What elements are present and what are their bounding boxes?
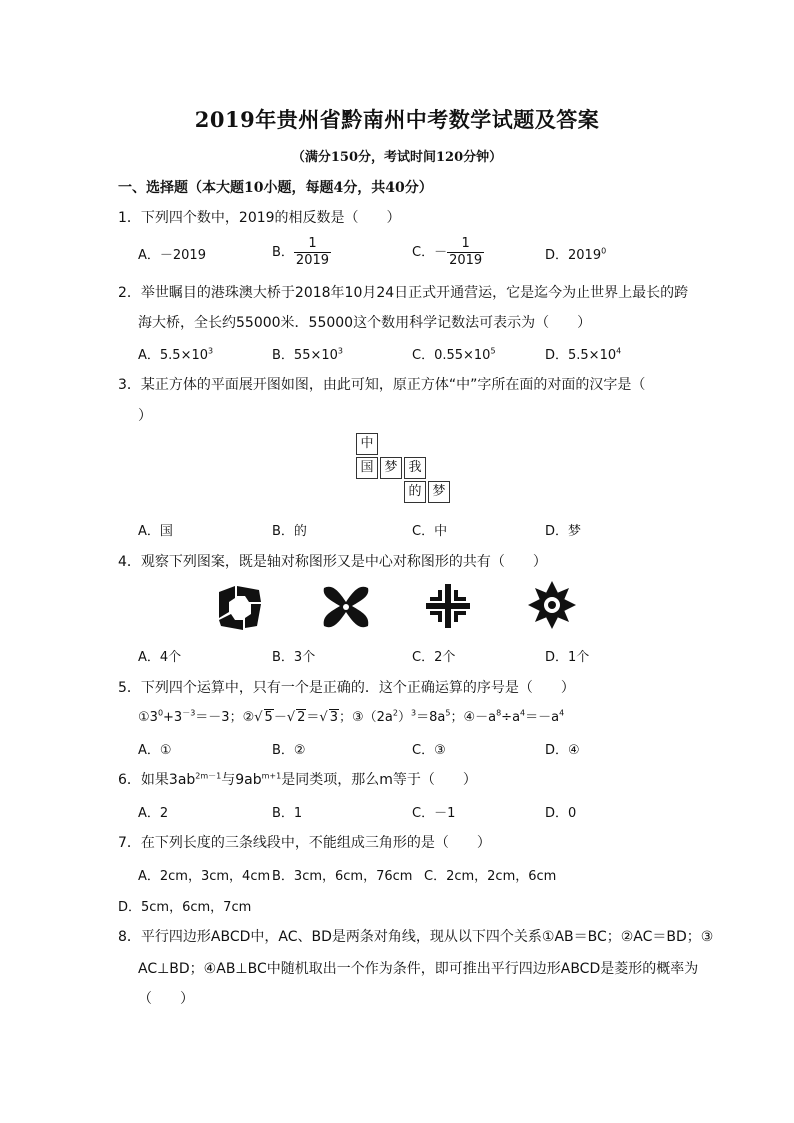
q3-option-a: A．国 [138, 524, 173, 539]
question-2-line-2: 海大桥，全长约55000米．55000这个数用科学记数法可表示为（ ） [138, 315, 592, 331]
q4-option-a: A．4个 [138, 650, 182, 665]
q1-option-c-fraction [447, 236, 484, 269]
q2-option-a [138, 344, 213, 363]
q2-option-a-text: A．5.5×10 [138, 348, 209, 363]
pattern-2-icon [318, 582, 374, 632]
q6-option-c: C．－1 [412, 806, 456, 821]
q2-option-c [412, 344, 496, 363]
fraction-denominator: 2019 [449, 253, 483, 268]
question-4-stem: 4．观察下列图案，既是轴对称图形又是中心对称图形的共有（ ） [118, 554, 547, 570]
expr-exponent: 5 [445, 708, 451, 718]
q4-option-b: B．3个 [272, 650, 316, 665]
net-face: 我 [404, 457, 426, 479]
question-1-stem: 1．下列四个数中，2019的相反数是（ ） [118, 210, 401, 226]
q4-option-d: D．1个 [545, 650, 590, 665]
q7-option-d: D．5cm，6cm，7cm [118, 900, 252, 915]
expr-text: +3 [163, 710, 183, 725]
q3-option-b: B．的 [272, 524, 307, 539]
q6-option-a: A．2 [138, 806, 169, 821]
q3-option-d: D．梦 [545, 524, 582, 539]
q1-option-c-prefix: C．－ [412, 245, 448, 260]
q7-option-b: B．3cm，6cm，76cm [272, 869, 413, 884]
question-8-line-2: AC⊥BD；④AB⊥BC中随机取出一个作为条件，即可推出平行四边形ABCD是菱形的概率为 [138, 961, 699, 977]
question-8-line-1: 8．平行四边形ABCD中，AC、BD是两条对角线，现从以下四个关系①AB＝BC；②AC＝BD；③ [118, 929, 714, 945]
q1-option-d [545, 244, 606, 263]
fraction-numerator: 1 [447, 236, 484, 253]
q5-option-d: D．④ [545, 743, 580, 758]
question-7-stem: 7．在下列长度的三条线段中，不能组成三角形的是（ ） [118, 835, 491, 851]
net-face: 梦 [380, 457, 402, 479]
fraction-denominator: 2019 [295, 253, 330, 268]
q5-option-b: B．② [272, 743, 306, 758]
q7-option-c: C．2cm，2cm，6cm [424, 869, 557, 884]
q2-option-c-exponent: 5 [490, 346, 496, 356]
net-face: 国 [356, 457, 378, 479]
question-3-line-2: ） [138, 408, 152, 424]
fraction-numerator: 1 [294, 236, 331, 253]
q5-option-a: A．① [138, 743, 172, 758]
q6-option-b: B．1 [272, 806, 303, 821]
pattern-3-icon [424, 582, 472, 630]
expr-exponent: 3 [411, 708, 417, 718]
q1-option-b-fraction [294, 236, 331, 269]
expr-text: ÷a [501, 710, 521, 725]
question-2-line-1: 2．举世瞩目的港珠澳大桥于2018年10月24日正式开通营运，它是迄今为止世界上最长的跨 [118, 285, 689, 301]
q1-option-d-text: D．2019 [545, 248, 602, 263]
pattern-4-icon [527, 580, 577, 630]
question-5-stem: 5．下列四个运算中，只有一个是正确的．这个正确运算的序号是（ ） [118, 680, 575, 696]
q3-option-c: C．中 [412, 524, 448, 539]
expr-text: ；④－a [450, 710, 497, 725]
net-face: 梦 [428, 481, 450, 503]
expr-text: － [273, 710, 287, 725]
expr-text: ①3 [138, 710, 158, 725]
page-subtitle: （满分150分，考试时间120分钟） [291, 150, 503, 165]
question-8-line-3: （ ） [138, 991, 194, 1007]
q5-expressions: $①3^0+3^{-3}=-3$；②√ 5－√ 2＝√ 3；$③(2a^2)^3=8a^5$；$④-a^8\div a^4=-a^4$ [138, 708, 565, 725]
q2-option-b-exponent: 3 [337, 346, 343, 356]
sqrt-radicand: 5 [264, 710, 273, 725]
expr-exponent: 2 [392, 708, 398, 718]
pattern-1-icon [215, 584, 265, 632]
cube-net-figure [356, 433, 456, 513]
stem-text: 6．如果3ab [118, 772, 196, 788]
q2-option-d [545, 344, 621, 363]
sqrt-radicand: 3 [329, 710, 338, 725]
net-face: 的 [404, 481, 426, 503]
q1-option-c [412, 236, 484, 269]
q2-option-b-text: B．55×10 [272, 348, 338, 363]
q2-option-a-exponent: 3 [208, 346, 214, 356]
expr-exponent: 0 [157, 708, 164, 718]
question-6-stem [118, 769, 477, 789]
q5-option-c: C．③ [412, 743, 446, 758]
q4-option-c: C．2个 [412, 650, 456, 665]
q1-option-d-exponent: 0 [601, 246, 607, 256]
expr-text: ；③（2a [339, 710, 393, 725]
expr-text: ＝ [306, 710, 320, 725]
expr-exponent: 4 [520, 708, 526, 718]
expr-exponent: 4 [559, 708, 565, 718]
expr-text: ＝－a [525, 710, 560, 725]
expr-text: ＝－3；② [195, 710, 255, 725]
q1-option-b [272, 236, 331, 269]
expr-exponent: 8 [496, 708, 502, 718]
page-title: 2019年贵州省黔南州中考数学试题及答案 [194, 107, 600, 132]
q2-option-d-exponent: 4 [616, 346, 622, 356]
sqrt-radicand: 2 [297, 710, 306, 725]
q1-option-a: A．－2019 [138, 248, 206, 263]
q2-option-b [272, 344, 343, 363]
expr-text: ＝8a [416, 710, 446, 725]
q7-option-a: A．2cm，3cm，4cm [138, 869, 271, 884]
section-heading: 一、选择题（本大题10小题，每题4分，共40分） [118, 180, 433, 196]
q6-option-d: D．0 [545, 806, 577, 821]
stem-text: 是同类项，那么m等于（ ） [281, 772, 477, 788]
stem-exponent: 2m－1 [195, 771, 222, 781]
question-3-line-1: 3．某正方体的平面展开图如图，由此可知，原正方体“中”字所在面的对面的汉字是（ [118, 377, 646, 393]
expr-exponent: －3 [182, 708, 196, 718]
q2-option-d-text: D．5.5×10 [545, 348, 617, 363]
expr-text: ） [398, 710, 412, 725]
stem-exponent: m+1 [261, 771, 282, 781]
stem-text: 与9ab [221, 772, 262, 788]
net-face: 中 [356, 433, 378, 455]
q2-option-c-text: C．0.55×10 [412, 348, 491, 363]
q1-option-b-prefix: B． [272, 245, 294, 260]
